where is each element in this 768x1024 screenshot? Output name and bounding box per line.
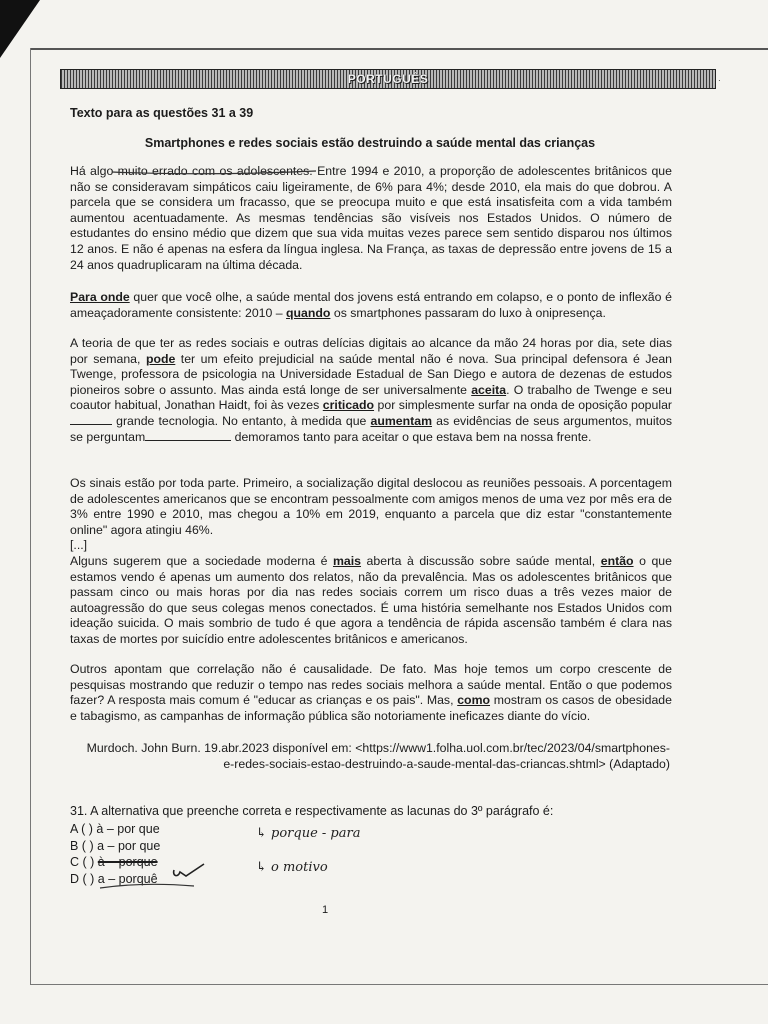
- underline-scribble: [98, 880, 198, 892]
- option-b-text: a – por que: [97, 838, 161, 853]
- citation-line-1: Murdoch. John Burn. 19.abr.2023 disponível em: <https://www1.folha.uol.com.br/tec/2023/04/smartphones-: [86, 741, 670, 755]
- page-frame-top: [30, 48, 768, 50]
- paragraph-3-text-k: demoramos tanto para aceitar o que estava bem na nossa frente.: [231, 429, 592, 444]
- question-31-prompt: 31. A alternativa que preenche correta e respectivamente as lacunas do 3º parágrafo é:: [70, 804, 554, 818]
- option-a-letter: A ( ): [70, 822, 93, 836]
- option-d-text: a – porquê: [97, 871, 158, 886]
- paragraph-2-text: quer que você olhe, a saúde mental dos jovens está entrando em colapso, e o ponto de inflexão é ameaçadoramente consistente: 2010 –: [70, 290, 672, 320]
- option-a-text: à – por que: [96, 822, 160, 836]
- page-frame-left: [30, 48, 31, 984]
- option-c[interactable]: [70, 854, 160, 871]
- paragraph-2-text-end: os smartphones passaram do luxo à onipresença.: [330, 305, 606, 320]
- paragraph-3: [70, 336, 672, 445]
- option-c-text: à – porque: [97, 855, 158, 869]
- handwritten-note-1: ↳ porque - para: [256, 826, 361, 841]
- paragraph-5: [70, 554, 672, 648]
- gap-blank-1: [70, 415, 112, 425]
- subject-title: PORTUGUÊS: [347, 72, 429, 86]
- option-b-letter: B ( ): [70, 838, 94, 853]
- paragraph-2: [70, 290, 672, 321]
- handwritten-underline: [110, 162, 320, 176]
- paragraph-3-text-g: por simplesmente surfar na onda de oposição popular: [374, 398, 672, 413]
- highlight-pode: pode: [145, 351, 176, 366]
- paragraph-3-text-h: grande tecnologia. No entanto, à medida que: [112, 413, 371, 428]
- highlight-entao: então: [600, 554, 634, 568]
- gap-blank-2: [145, 431, 231, 441]
- paragraph-6-text-a: Outros apontam que correlação não é causalidade. De fato. Mas hoje temos um corpo crescente de pesquisas mostrando que reduzir o tempo nas redes sociais melhora a saúde mental. Então o que podemos fazer? A resposta mais comum é "educar as crianças e os pais". Mas,: [70, 662, 672, 708]
- ellipsis: [...]: [70, 538, 88, 553]
- citation-line-2: e-redes-sociais-estao-destruindo-a-saude-mental-das-criancas.shtml> (Adaptado): [223, 757, 670, 771]
- paragraph-5-text-c: aberta à discussão sobre saúde mental,: [361, 554, 601, 568]
- option-d-letter: D ( ): [70, 871, 95, 886]
- option-b[interactable]: [70, 838, 160, 855]
- handwritten-note-2: ↳ o motivo: [256, 860, 328, 875]
- highlight-quando: quando: [286, 305, 331, 320]
- option-c-letter: C ( ): [70, 855, 95, 869]
- highlight-mais: mais: [332, 554, 362, 568]
- page-frame-bottom: [30, 984, 768, 985]
- question-31-options: [70, 821, 160, 887]
- checkmark-icon: [170, 862, 210, 882]
- paragraph-5-text-a: Alguns sugerem que a sociedade moderna é: [70, 554, 333, 568]
- paragraph-1: [70, 164, 672, 273]
- option-a[interactable]: [70, 821, 160, 838]
- paragraph-3-text-j: as evidências de seus argumentos, muitos se perguntam: [70, 413, 672, 444]
- highlight-como: como: [457, 693, 491, 708]
- highlight-aumentam: aumentam: [370, 413, 433, 428]
- paragraph-3-text-a: A teoria de que ter as redes sociais e outras delícias digitais ao alcance da mão 24 horas por dia, sete dias por semana,: [70, 336, 672, 366]
- scan-speck: ·: [718, 76, 721, 85]
- highlight-aceita: aceita: [471, 382, 507, 397]
- paragraph-6: [70, 662, 672, 724]
- paragraph-1-text: Há algo muito errado com os adolescentes. Entre 1994 e 2010, a proporção de adolescentes britânicos que não se consideravam simpáticos caiu ligeiramente, de 6% para 4%; desde 2010, ela mais do que dobrou. A parcela que se considera um fracasso, que se preocupa muito e que está insatisfeita com a vida também aumentou acentuadamente. As mesmas tendências são visíveis nos Estados Unidos. O número de estudantes do ensino médio que dizem que sua vida muitas vezes parece sem sentido disparou nos últimos 12 anos. E não é apenas na esfera da língua inglesa. Na França, as taxas de depressão entre jovens de 15 a 24 anos quadruplicaram na última década.: [70, 164, 672, 272]
- subject-banner: [60, 69, 716, 89]
- paragraph-4-text: Os sinais estão por toda parte. Primeiro, a socialização digital deslocou as reuniões pessoais. A porcentagem de adolescentes americanos que se encontram pessoalmente com amigos menos de uma vez por mês era de 3% entre 1990 e 2010, mas chegou a 10% em 2019, enquanto a parcela que diz estar "constantemente online" agora atingiu 46%.: [70, 476, 672, 537]
- highlight-criticado: criticado: [322, 398, 375, 413]
- paragraph-3-text-e: . O trabalho de Twenge e seu coautor habitual, Jonathan Haidt, foi às vezes: [70, 382, 673, 413]
- paragraph-3-text-c: ter um efeito prejudicial na saúde mental não é nova. Sua principal defensora é Jean Twenge, professora de psicologia na Universidade Estadual de San Diego e autora de dezenas de estudos pioneiros sobre o assunto. Mas ainda está longe de ser universalmente: [70, 351, 672, 397]
- source-citation: [70, 740, 670, 772]
- highlight-para-onde: Para onde: [70, 290, 130, 304]
- page-number: 1: [322, 904, 329, 916]
- paragraph-5-text-e: o que estamos vendo é apenas um aumento dos relatos, não da prevalência. Mas os adolescentes britânicos que passam cinco ou mais horas por dia nas redes sociais correm um risco duas a três vezes maior de autoagressão do que seus colegas menos conectados. É uma história semelhante nos Estados Unidos com ideação suicida. O mais sombrio de tudo é que agora a tendência de rápida ascensão também é clara nas taxas de mortes por suicídio entre adolescentes britânicos e americanos.: [70, 554, 672, 646]
- paragraph-4: [70, 476, 672, 554]
- article-title: Smartphones e redes sociais estão destruindo a saúde mental das crianças: [144, 136, 596, 150]
- paragraph-6-text-c: mostram os casos de obesidade e tabagismo, as campanhas de informação pública são notoriamente ineficazes diante do vício.: [70, 693, 672, 723]
- text-intro: Texto para as questões 31 a 39: [70, 106, 254, 120]
